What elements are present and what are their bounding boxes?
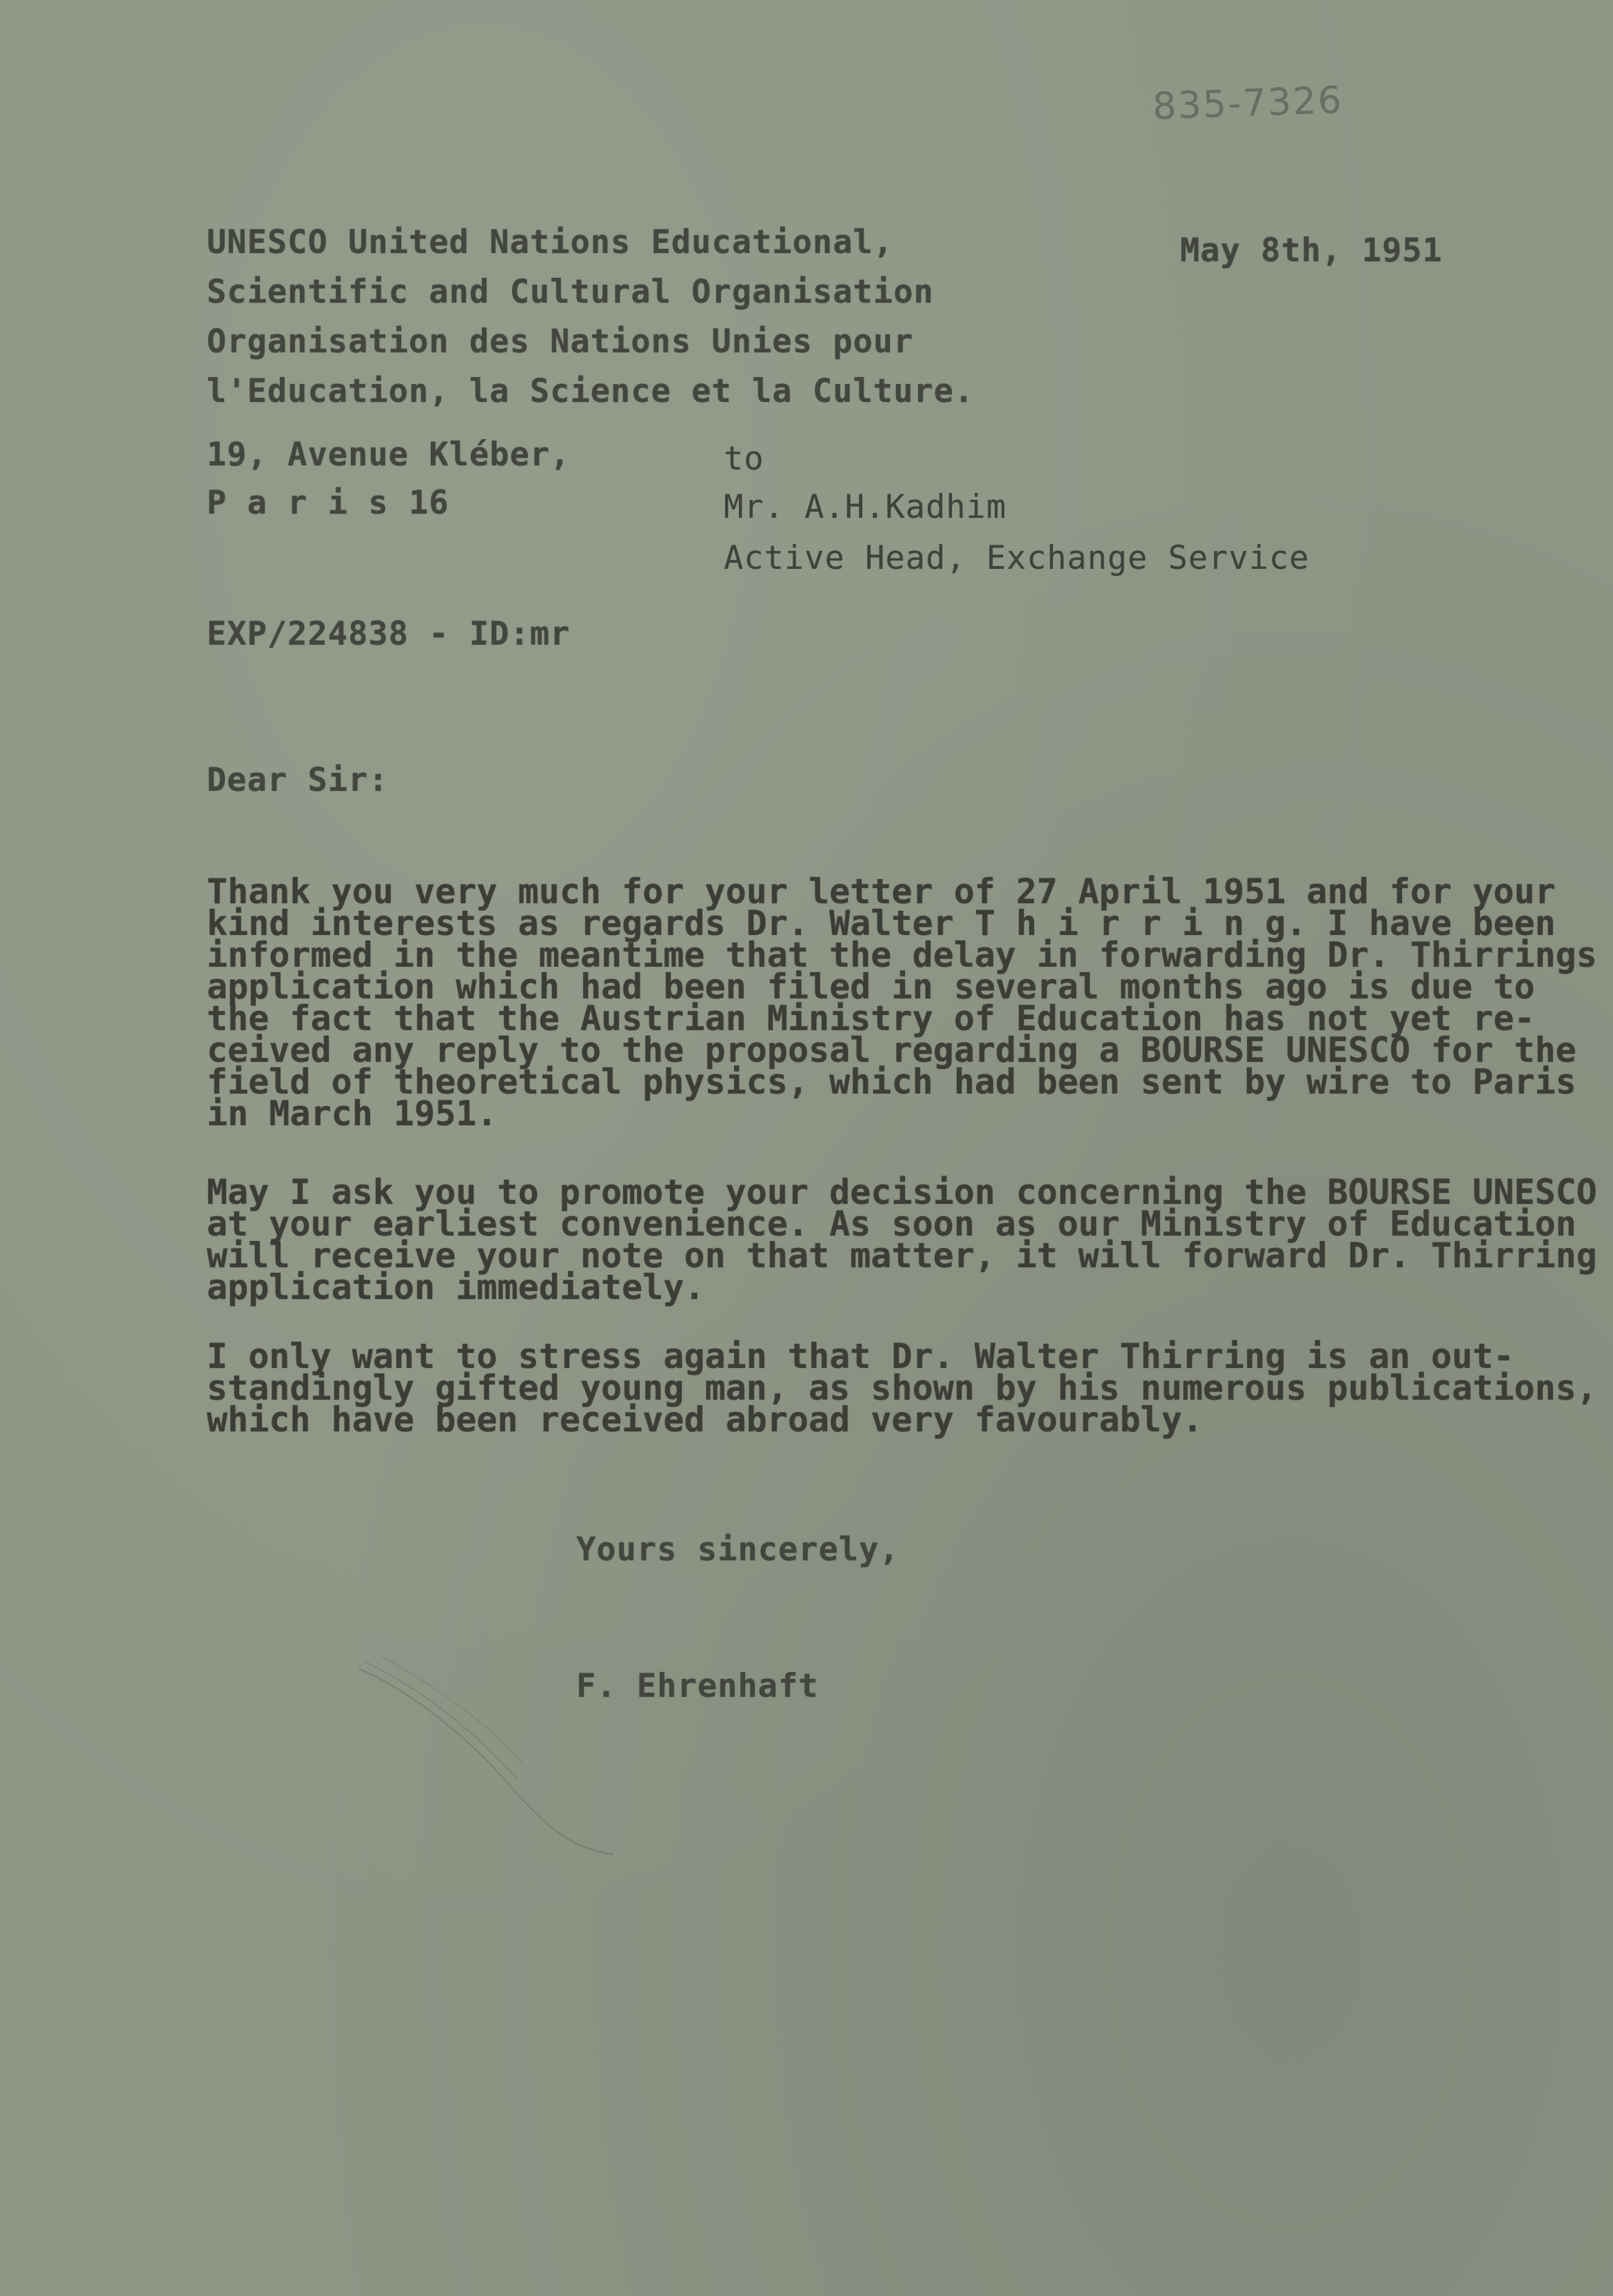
salutation: Dear Sir: xyxy=(207,761,389,799)
archive-number: 835-7326 xyxy=(1151,78,1343,128)
paragraph-line: in March 1951. xyxy=(207,1094,498,1134)
to-label: to xyxy=(724,440,764,478)
sender-line-4: l'Education, la Science et la Culture. xyxy=(207,372,975,410)
paragraph-line: Thank you very much for your letter of 27 April 1951 and for your xyxy=(207,872,1556,912)
sender-line-2: Scientific and Cultural Organisation xyxy=(207,273,934,311)
paragraph-line: field of theoretical physics, which had been sent by wire to Paris xyxy=(207,1062,1576,1102)
signature-name: F. Ehrenhaft xyxy=(576,1667,819,1705)
reference-code: EXP/224838 - ID:mr xyxy=(207,615,571,653)
paragraph-line: application immediately. xyxy=(207,1267,705,1307)
paragraph-line: ceived any reply to the proposal regarding a BOURSE UNESCO for the xyxy=(207,1030,1576,1070)
paragraph-line: will receive your note on that matter, it will forward Dr. Thirring xyxy=(207,1236,1597,1276)
paragraph-line: application which had been filed in several months ago is due to xyxy=(207,967,1535,1007)
pencil-scratch-marks xyxy=(352,1641,696,1862)
sender-address-city: P a r i s 16 xyxy=(207,484,449,522)
paragraph-line: the fact that the Austrian Ministry of Education has not yet re- xyxy=(207,998,1535,1038)
paragraph-line: informed in the meantime that the delay in forwarding Dr. Thirrings xyxy=(207,935,1597,975)
letter-date: May 8th, 1951 xyxy=(1180,232,1443,270)
recipient-name: Mr. A.H.Kadhim xyxy=(724,488,1007,526)
recipient-title: Active Head, Exchange Service xyxy=(724,539,1310,577)
paragraph-line: I only want to stress again that Dr. Walter Thirring is an out- xyxy=(207,1336,1514,1376)
paragraph-line: May I ask you to promote your decision concerning the BOURSE UNESCO xyxy=(207,1172,1597,1212)
sender-address-street: 19, Avenue Kléber, xyxy=(207,436,571,474)
closing: Yours sincerely, xyxy=(576,1531,900,1569)
sender-line-3: Organisation des Nations Unies pour xyxy=(207,323,914,361)
paragraph-line: standingly gifted young man, as shown by his numerous publications, xyxy=(207,1368,1597,1408)
sender-line-1: UNESCO United Nations Educational, xyxy=(207,223,894,261)
paragraph-line: kind interests as regards Dr. Walter T h i r r i n g. I have been xyxy=(207,903,1556,943)
paragraph-line: at your earliest convenience. As soon as our Ministry of Education xyxy=(207,1204,1576,1244)
paragraph-line: which have been received abroad very favourably. xyxy=(207,1400,1203,1440)
